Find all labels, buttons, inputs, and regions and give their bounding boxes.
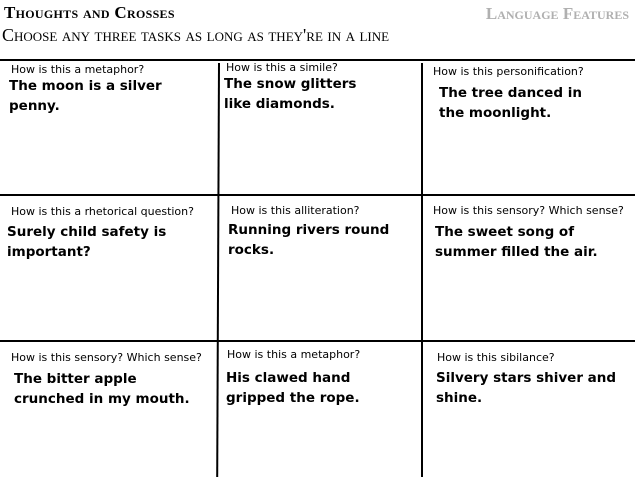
cell-question: How is this sensory? Which sense? <box>433 204 624 217</box>
cell-question: How is this personification? <box>433 65 584 78</box>
cell-question: How is this alliteration? <box>231 204 360 217</box>
cell-sentence: The bitter apple crunched in my mouth. <box>14 371 190 407</box>
cell-question: How is this a metaphor? <box>11 63 145 76</box>
cell-sentence: The sweet song of summer filled the air. <box>435 224 598 260</box>
cell-sentence: The snow glitters like diamonds. <box>224 76 357 112</box>
cell-sentence: His clawed hand gripped the rope. <box>226 370 360 406</box>
grid-line-vertical-right <box>421 63 423 477</box>
cell-sentence: The tree danced in the moonlight. <box>439 85 582 121</box>
cell-sentence: The moon is a silver penny. <box>9 78 162 114</box>
cell-sentence: Running rivers round rocks. <box>228 222 390 258</box>
cell-sentence: Surely child safety is important? <box>7 224 167 260</box>
cell-question: How is this sibilance? <box>437 351 555 364</box>
cell-sentence: Silvery stars shiver and shine. <box>436 370 617 406</box>
instruction-text: Choose any three tasks as long as they're in a line <box>2 25 390 45</box>
grid-line-horizontal-bottom <box>0 340 635 342</box>
grid-line-vertical-left <box>216 63 220 477</box>
cell-question: How is this a metaphor? <box>227 348 361 361</box>
worksheet-title: Thoughts and Crosses <box>4 3 175 22</box>
worksheet-topic: Language Features <box>485 4 629 23</box>
cell-question: How is this sensory? Which sense? <box>11 351 202 364</box>
cell-question: How is this a rhetorical question? <box>11 205 194 218</box>
grid-line-horizontal-middle <box>0 194 635 196</box>
cell-question: How is this a simile? <box>226 61 338 74</box>
